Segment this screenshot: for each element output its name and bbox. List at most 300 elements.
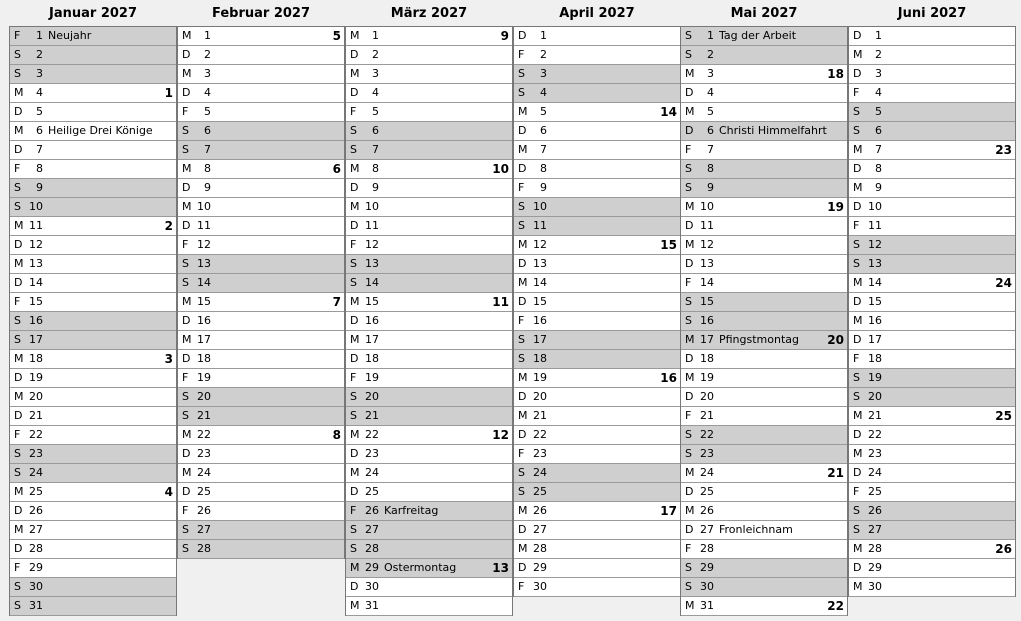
day-row: [849, 274, 1015, 293]
day-number: 13: [700, 257, 714, 270]
day-number: 31: [700, 599, 714, 612]
day-row: [10, 274, 176, 293]
day-row: [849, 521, 1015, 540]
weekday-letter: F: [350, 371, 357, 384]
day-row: [514, 407, 680, 426]
day-number: 7: [540, 143, 547, 156]
day-number: 24: [700, 466, 714, 479]
day-number: 8: [36, 162, 43, 175]
weekday-letter: M: [14, 124, 24, 137]
day-number: 4: [204, 86, 211, 99]
day-row: [10, 578, 176, 597]
day-number: 27: [700, 523, 714, 536]
day-row: [178, 312, 344, 331]
day-number: 7: [204, 143, 211, 156]
day-number: 6: [204, 124, 211, 137]
day-row: [849, 46, 1015, 65]
day-number: 29: [29, 561, 43, 574]
day-number: 3: [540, 67, 547, 80]
day-row: [346, 122, 512, 141]
weekday-letter: F: [14, 162, 21, 175]
weekday-letter: S: [182, 276, 189, 289]
day-number: 28: [868, 542, 882, 555]
week-number: 16: [660, 371, 677, 385]
week-number: 22: [827, 599, 844, 613]
day-number: 5: [540, 105, 547, 118]
day-number: 18: [533, 352, 547, 365]
weekday-letter: S: [14, 580, 21, 593]
day-row: [346, 540, 512, 559]
weekday-letter: D: [518, 561, 527, 574]
weekday-letter: S: [685, 162, 692, 175]
day-number: 4: [540, 86, 547, 99]
day-row: [178, 293, 344, 312]
weekday-letter: M: [853, 276, 863, 289]
day-row: [514, 217, 680, 236]
weekday-letter: S: [518, 352, 525, 365]
day-number: 17: [533, 333, 547, 346]
month-title: Januar 2027: [48, 6, 137, 21]
day-row: [514, 559, 680, 578]
day-number: 19: [365, 371, 379, 384]
weekday-letter: S: [182, 124, 189, 137]
day-row: [10, 597, 176, 616]
day-number: 28: [533, 542, 547, 555]
weekday-letter: F: [685, 276, 692, 289]
day-row: [346, 350, 512, 369]
week-number: 23: [995, 143, 1012, 157]
day-row: [849, 540, 1015, 559]
day-row: [514, 198, 680, 217]
day-row: [346, 578, 512, 597]
day-number: 3: [875, 67, 882, 80]
weekday-letter: M: [14, 219, 24, 232]
day-number: 2: [36, 48, 43, 61]
day-row: [346, 26, 512, 46]
day-number: 6: [36, 124, 43, 137]
weekday-letter: S: [350, 124, 357, 137]
day-number: 9: [372, 181, 379, 194]
weekday-letter: D: [853, 200, 862, 213]
day-number: 7: [36, 143, 43, 156]
day-row: [514, 255, 680, 274]
day-number: 13: [197, 257, 211, 270]
holiday-name: Ostermontag: [384, 561, 457, 574]
holiday-name: Christi Himmelfahrt: [719, 124, 827, 137]
day-row: [346, 84, 512, 103]
day-row: [849, 502, 1015, 521]
weekday-letter: D: [182, 447, 191, 460]
weekday-letter: M: [685, 105, 695, 118]
day-number: 24: [365, 466, 379, 479]
day-number: 17: [700, 333, 714, 346]
day-number: 21: [868, 409, 882, 422]
day-number: 20: [29, 390, 43, 403]
weekday-letter: M: [518, 238, 528, 251]
day-number: 25: [868, 485, 882, 498]
weekday-letter: S: [853, 238, 860, 251]
weekday-letter: F: [518, 48, 525, 61]
day-row: [10, 407, 176, 426]
day-number: 19: [700, 371, 714, 384]
weekday-letter: S: [14, 333, 21, 346]
weekday-letter: S: [853, 257, 860, 270]
day-row: [178, 84, 344, 103]
day-number: 16: [197, 314, 211, 327]
week-number: 17: [660, 504, 677, 518]
day-number: 22: [29, 428, 43, 441]
day-row: [514, 312, 680, 331]
week-number: 5: [332, 29, 341, 43]
day-row: [849, 217, 1015, 236]
day-number: 17: [868, 333, 882, 346]
day-row: [849, 103, 1015, 122]
day-number: 23: [29, 447, 43, 460]
day-number: 4: [707, 86, 714, 99]
weekday-letter: S: [182, 257, 189, 270]
weekday-letter: D: [14, 409, 23, 422]
day-row: [514, 350, 680, 369]
day-number: 28: [197, 542, 211, 555]
weekday-letter: D: [350, 447, 359, 460]
weekday-letter: D: [518, 257, 527, 270]
month-title: Februar 2027: [211, 6, 311, 21]
day-row: [178, 426, 344, 445]
day-row: [346, 293, 512, 312]
day-number: 3: [36, 67, 43, 80]
day-number: 3: [372, 67, 379, 80]
day-number: 25: [700, 485, 714, 498]
day-row: [346, 426, 512, 445]
weekday-letter: S: [14, 314, 21, 327]
weekday-letter: S: [350, 390, 357, 403]
day-number: 30: [700, 580, 714, 593]
day-number: 20: [700, 390, 714, 403]
day-row: [514, 236, 680, 255]
day-row: [514, 46, 680, 65]
day-number: 18: [365, 352, 379, 365]
weekday-letter: D: [350, 181, 359, 194]
day-number: 24: [197, 466, 211, 479]
day-row: [849, 141, 1015, 160]
day-number: 23: [197, 447, 211, 460]
day-number: 12: [868, 238, 882, 251]
day-number: 27: [197, 523, 211, 536]
weekday-letter: D: [14, 143, 23, 156]
day-number: 10: [533, 200, 547, 213]
day-number: 15: [700, 295, 714, 308]
day-row: [514, 369, 680, 388]
day-row: [849, 426, 1015, 445]
day-number: 14: [365, 276, 379, 289]
day-row: [10, 426, 176, 445]
day-number: 27: [365, 523, 379, 536]
day-number: 22: [533, 428, 547, 441]
day-row: [10, 369, 176, 388]
week-number: 2: [164, 219, 173, 233]
weekday-letter: D: [518, 428, 527, 441]
day-row: [178, 540, 344, 559]
day-number: 22: [365, 428, 379, 441]
day-number: 1: [36, 29, 43, 42]
day-number: 26: [365, 504, 379, 517]
weekday-letter: D: [14, 276, 23, 289]
day-row: [346, 217, 512, 236]
day-row: [514, 274, 680, 293]
weekday-letter: D: [685, 124, 694, 137]
weekday-letter: S: [685, 447, 692, 460]
day-row: [849, 255, 1015, 274]
day-row: [10, 26, 176, 46]
weekday-letter: S: [518, 67, 525, 80]
day-list: [848, 26, 1016, 597]
day-number: 17: [197, 333, 211, 346]
day-list: [9, 26, 177, 616]
weekday-letter: S: [853, 105, 860, 118]
day-row: [346, 103, 512, 122]
day-row: [681, 369, 847, 388]
day-number: 6: [875, 124, 882, 137]
weekday-letter: M: [685, 200, 695, 213]
day-row: [10, 84, 176, 103]
day-row: [514, 26, 680, 46]
day-number: 25: [365, 485, 379, 498]
day-number: 15: [365, 295, 379, 308]
weekday-letter: D: [350, 219, 359, 232]
week-number: 19: [827, 200, 844, 214]
weekday-letter: S: [182, 409, 189, 422]
day-row: [10, 483, 176, 502]
day-number: 21: [700, 409, 714, 422]
day-number: 27: [868, 523, 882, 536]
day-row: [10, 464, 176, 483]
day-row: [681, 141, 847, 160]
day-row: [10, 540, 176, 559]
day-row: [346, 312, 512, 331]
month-title: März 2027: [390, 6, 468, 21]
weekday-letter: D: [182, 48, 191, 61]
weekday-letter: D: [853, 428, 862, 441]
day-number: 19: [29, 371, 43, 384]
weekday-letter: S: [182, 390, 189, 403]
weekday-letter: F: [685, 409, 692, 422]
weekday-letter: D: [14, 542, 23, 555]
day-number: 9: [707, 181, 714, 194]
day-row: [681, 26, 847, 46]
weekday-letter: M: [182, 162, 192, 175]
day-number: 5: [204, 105, 211, 118]
day-number: 30: [868, 580, 882, 593]
day-row: [10, 255, 176, 274]
weekday-letter: S: [350, 542, 357, 555]
day-row: [514, 122, 680, 141]
day-row: [178, 236, 344, 255]
weekday-letter: F: [350, 238, 357, 251]
day-row: [514, 540, 680, 559]
weekday-letter: F: [685, 542, 692, 555]
weekday-letter: D: [350, 86, 359, 99]
weekday-letter: M: [518, 409, 528, 422]
day-number: 11: [700, 219, 714, 232]
day-row: [681, 160, 847, 179]
day-row: [514, 483, 680, 502]
day-row: [514, 141, 680, 160]
weekday-letter: M: [518, 276, 528, 289]
day-row: [681, 198, 847, 217]
weekday-letter: M: [685, 371, 695, 384]
day-row: [681, 122, 847, 141]
day-number: 29: [365, 561, 379, 574]
day-row: [178, 103, 344, 122]
weekday-letter: M: [182, 295, 192, 308]
day-row: [346, 464, 512, 483]
weekday-letter: F: [14, 295, 21, 308]
week-number: 7: [332, 295, 341, 309]
weekday-letter: F: [853, 352, 860, 365]
day-row: [849, 407, 1015, 426]
day-number: 16: [365, 314, 379, 327]
weekday-letter: M: [350, 428, 360, 441]
day-row: [681, 217, 847, 236]
weekday-letter: M: [350, 333, 360, 346]
day-number: 2: [204, 48, 211, 61]
day-row: [849, 464, 1015, 483]
day-number: 25: [29, 485, 43, 498]
weekday-letter: D: [14, 371, 23, 384]
day-row: [681, 578, 847, 597]
day-number: 1: [875, 29, 882, 42]
weekday-letter: S: [518, 219, 525, 232]
weekday-letter: M: [14, 86, 24, 99]
weekday-letter: S: [518, 466, 525, 479]
day-row: [10, 46, 176, 65]
day-number: 18: [29, 352, 43, 365]
weekday-letter: F: [518, 580, 525, 593]
day-number: 1: [707, 29, 714, 42]
day-number: 5: [875, 105, 882, 118]
day-row: [849, 483, 1015, 502]
day-row: [514, 179, 680, 198]
day-row: [514, 502, 680, 521]
day-row: [10, 312, 176, 331]
day-number: 7: [372, 143, 379, 156]
day-row: [10, 160, 176, 179]
day-row: [681, 407, 847, 426]
day-row: [849, 578, 1015, 597]
weekday-letter: M: [350, 599, 360, 612]
day-row: [681, 312, 847, 331]
day-row: [514, 331, 680, 350]
day-row: [10, 103, 176, 122]
day-row: [10, 65, 176, 84]
day-row: [178, 502, 344, 521]
day-row: [514, 426, 680, 445]
day-number: 9: [36, 181, 43, 194]
day-row: [346, 388, 512, 407]
day-row: [10, 502, 176, 521]
day-row: [10, 217, 176, 236]
weekday-letter: D: [685, 523, 694, 536]
month-column: [848, 0, 1016, 597]
day-row: [178, 122, 344, 141]
weekday-letter: D: [685, 257, 694, 270]
day-number: 12: [197, 238, 211, 251]
day-number: 16: [533, 314, 547, 327]
week-number: 4: [164, 485, 173, 499]
day-row: [681, 483, 847, 502]
month-title: Mai 2027: [730, 6, 798, 21]
day-row: [10, 388, 176, 407]
weekday-letter: D: [350, 485, 359, 498]
day-row: [514, 65, 680, 84]
weekday-letter: D: [518, 390, 527, 403]
day-row: [178, 141, 344, 160]
day-row: [681, 46, 847, 65]
weekday-letter: F: [182, 238, 189, 251]
weekday-letter: S: [685, 428, 692, 441]
day-row: [849, 179, 1015, 198]
weekday-letter: M: [14, 390, 24, 403]
day-row: [681, 179, 847, 198]
day-row: [178, 65, 344, 84]
day-row: [681, 65, 847, 84]
holiday-name: Fronleichnam: [719, 523, 793, 536]
week-number: 13: [492, 561, 509, 575]
day-row: [178, 160, 344, 179]
day-row: [346, 521, 512, 540]
day-row: [346, 179, 512, 198]
weekday-letter: M: [182, 200, 192, 213]
day-number: 4: [372, 86, 379, 99]
weekday-letter: D: [685, 485, 694, 498]
day-row: [178, 445, 344, 464]
day-row: [681, 521, 847, 540]
day-row: [849, 236, 1015, 255]
day-row: [849, 84, 1015, 103]
month-column: [345, 0, 513, 616]
weekday-letter: S: [350, 276, 357, 289]
weekday-letter: D: [182, 314, 191, 327]
day-number: 26: [197, 504, 211, 517]
day-number: 12: [365, 238, 379, 251]
day-number: 26: [868, 504, 882, 517]
weekday-letter: F: [14, 428, 21, 441]
weekday-letter: S: [685, 580, 692, 593]
day-number: 13: [29, 257, 43, 270]
day-row: [681, 388, 847, 407]
day-list: [345, 26, 513, 616]
day-number: 8: [204, 162, 211, 175]
day-number: 12: [533, 238, 547, 251]
day-row: [346, 445, 512, 464]
day-number: 1: [372, 29, 379, 42]
day-row: [681, 84, 847, 103]
day-number: 2: [540, 48, 547, 61]
day-row: [178, 46, 344, 65]
week-number: 3: [164, 352, 173, 366]
day-number: 17: [365, 333, 379, 346]
day-number: 5: [36, 105, 43, 118]
day-row: [849, 350, 1015, 369]
week-number: 21: [827, 466, 844, 480]
weekday-letter: D: [518, 523, 527, 536]
day-number: 15: [533, 295, 547, 308]
day-number: 1: [540, 29, 547, 42]
day-row: [849, 331, 1015, 350]
day-number: 22: [700, 428, 714, 441]
day-number: 9: [540, 181, 547, 194]
day-number: 23: [365, 447, 379, 460]
